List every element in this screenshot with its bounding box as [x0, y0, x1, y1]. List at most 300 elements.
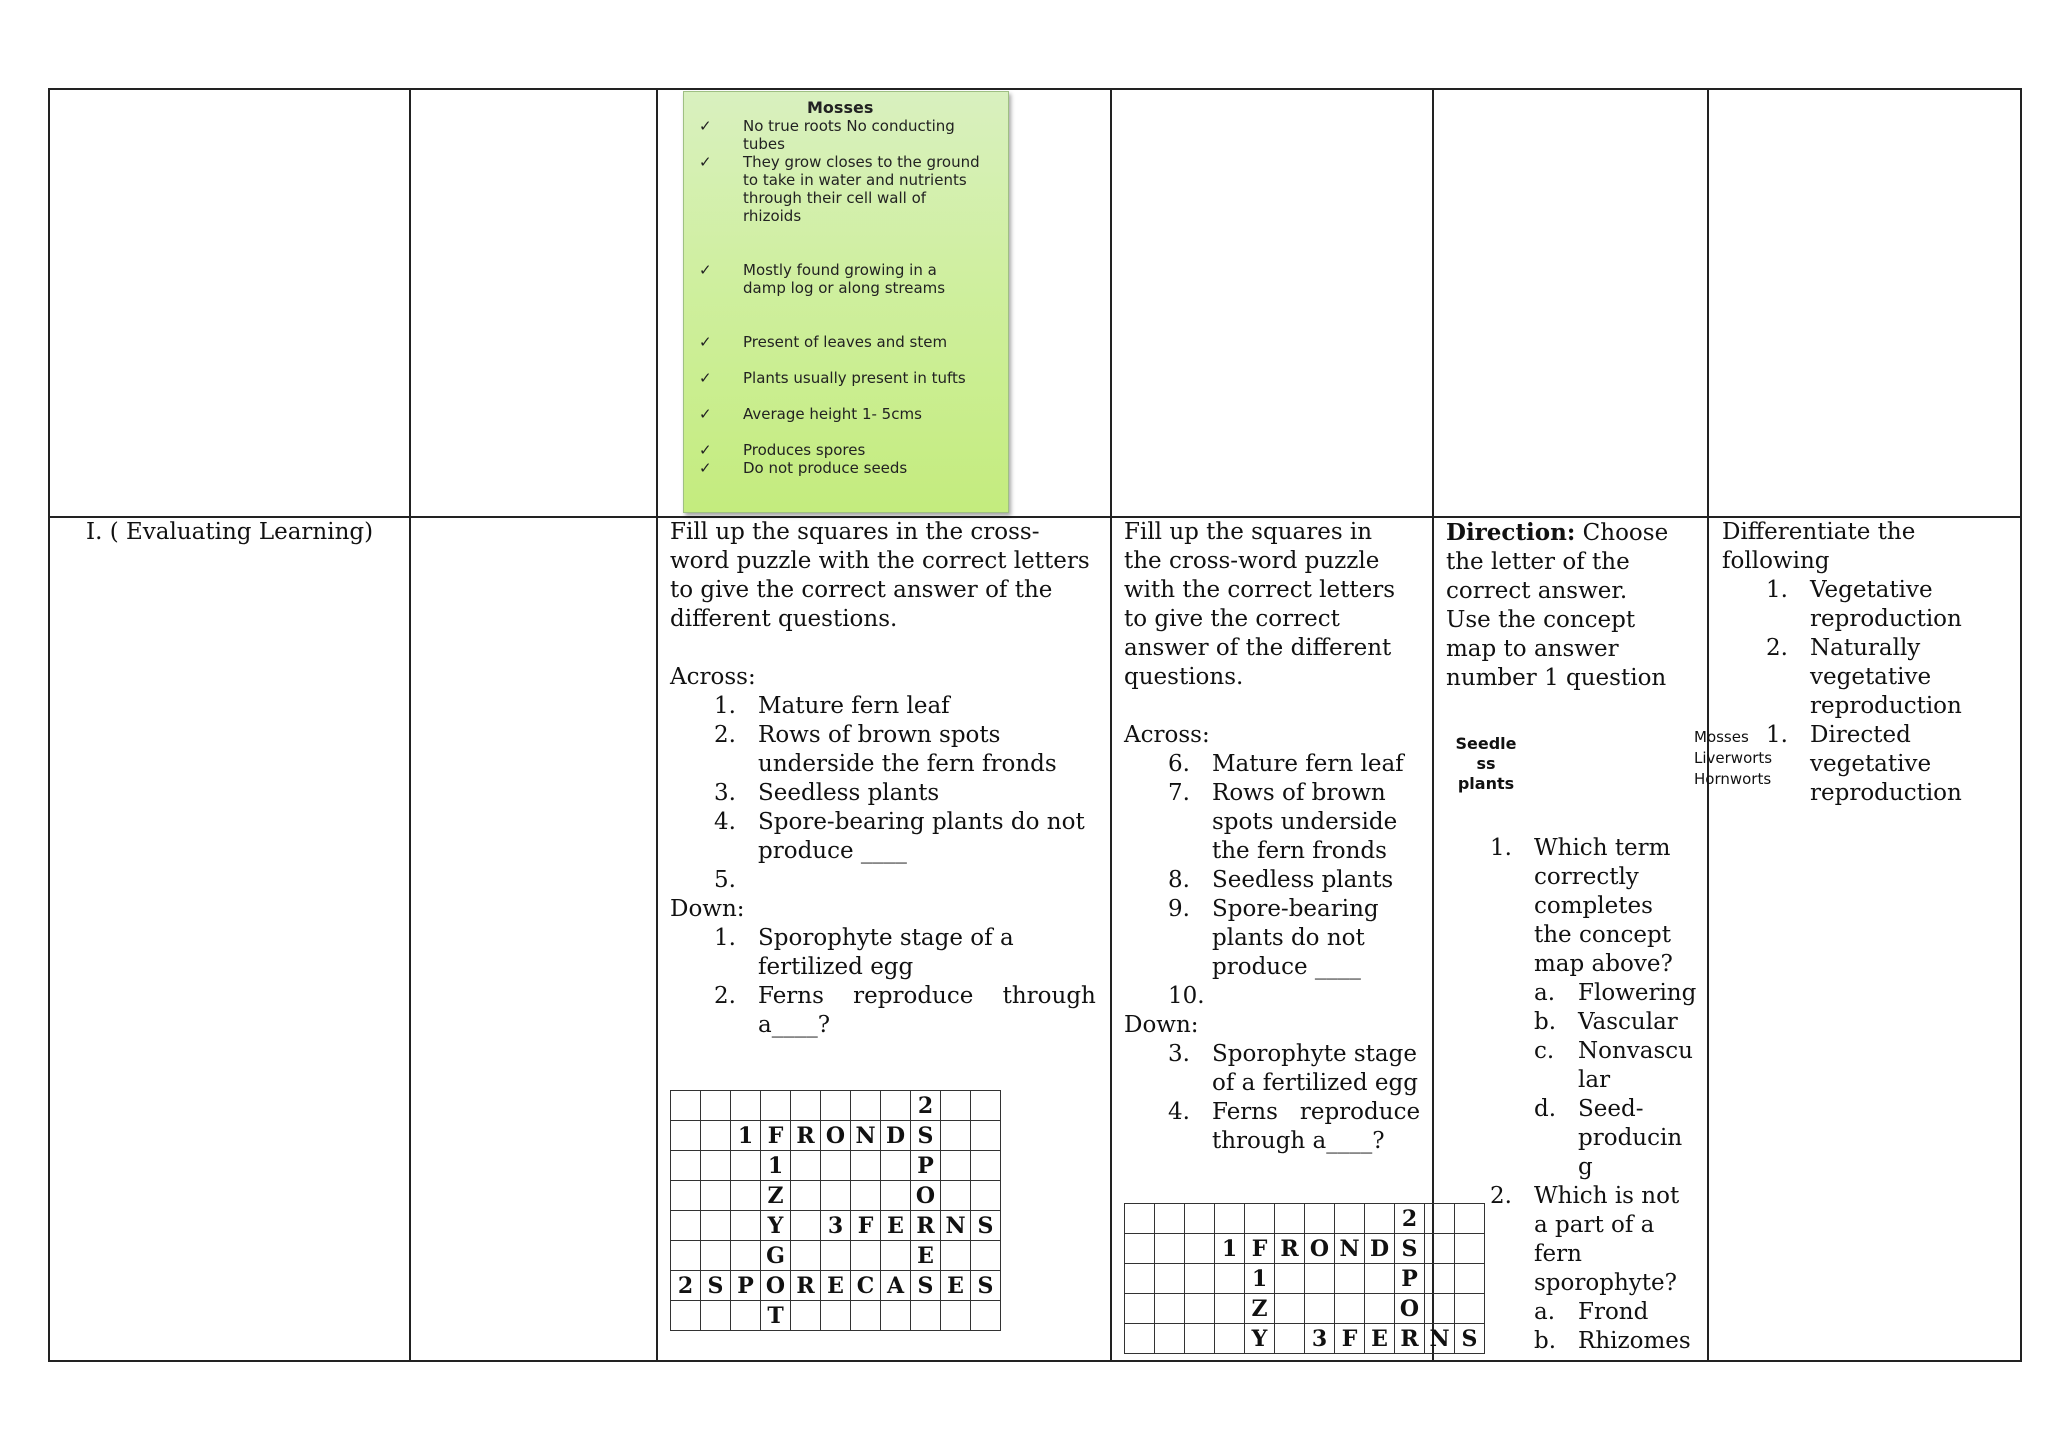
- crossword-cell[interactable]: 3: [821, 1211, 851, 1241]
- concept-map-box-text: ss: [1476, 754, 1496, 773]
- crossword-cell[interactable]: [671, 1241, 701, 1271]
- crossword-cell[interactable]: A: [881, 1271, 911, 1301]
- question-1-option-letter: c.: [1534, 1038, 1555, 1064]
- crossword-cell[interactable]: [881, 1091, 911, 1121]
- col4-down-text: of a fertilized egg: [1212, 1070, 1418, 1096]
- crossword-cell[interactable]: P: [731, 1271, 761, 1301]
- crossword-row: [671, 1181, 1001, 1211]
- moss-item: [699, 333, 983, 351]
- question-2-option-text: Frond: [1578, 1299, 1649, 1325]
- crossword-cell[interactable]: N: [851, 1121, 881, 1151]
- col4-across-number: 9.: [1168, 896, 1190, 922]
- crossword-cell[interactable]: [1125, 1264, 1155, 1294]
- col4-across-text: Mature fern leaf: [1212, 751, 1404, 777]
- crossword-cell[interactable]: G: [761, 1241, 791, 1271]
- col4-down-text: Sporophyte stage: [1212, 1041, 1417, 1067]
- crossword-cell[interactable]: [671, 1301, 701, 1331]
- question-1-text: map above?: [1534, 951, 1673, 977]
- concept-map-label: Liverworts: [1694, 749, 1773, 767]
- crossword-cell[interactable]: Y: [1245, 1324, 1275, 1354]
- crossword-cell[interactable]: [1125, 1324, 1155, 1354]
- crossword-cell[interactable]: [941, 1241, 971, 1271]
- crossword-cell[interactable]: [701, 1151, 731, 1181]
- col4-across-item: [1124, 982, 1424, 1011]
- question-1-text: Which term: [1534, 835, 1671, 861]
- crossword-cell[interactable]: [1125, 1234, 1155, 1264]
- crossword-cell[interactable]: [851, 1301, 881, 1331]
- crossword-cell[interactable]: D: [881, 1121, 911, 1151]
- crossword-row: [671, 1241, 1001, 1271]
- crossword-cell[interactable]: [791, 1301, 821, 1331]
- crossword-cell[interactable]: [1215, 1264, 1245, 1294]
- question-2-option-text: Rhizomes: [1578, 1328, 1691, 1354]
- concept-map-box-text: plants: [1457, 774, 1515, 793]
- col6-list-number: 1.: [1766, 722, 1788, 748]
- col4-across-number: 6.: [1168, 751, 1190, 777]
- col3-across-item: [670, 866, 1100, 895]
- table-col-divider-1: [409, 88, 411, 1362]
- crossword-cell[interactable]: [851, 1151, 881, 1181]
- crossword-cell[interactable]: [731, 1151, 761, 1181]
- crossword-cell[interactable]: [791, 1181, 821, 1211]
- col4-across-label: Across:: [1124, 722, 1210, 748]
- crossword-cell[interactable]: [821, 1151, 851, 1181]
- crossword-cell[interactable]: [671, 1151, 701, 1181]
- col4-down-list: [1124, 1040, 1424, 1156]
- crossword-cell[interactable]: [1155, 1294, 1185, 1324]
- crossword-cell[interactable]: [851, 1181, 881, 1211]
- question-1-number: 1.: [1490, 835, 1512, 861]
- crossword-cell[interactable]: [971, 1301, 1001, 1331]
- col3-across-number: 2.: [714, 722, 736, 748]
- crossword-cell[interactable]: R: [1395, 1324, 1425, 1354]
- crossword-cell[interactable]: [1335, 1294, 1365, 1324]
- moss-item-text: Produces spores: [743, 441, 866, 459]
- question-2: [1446, 1182, 1706, 1356]
- question-2-option-letter: b.: [1534, 1328, 1557, 1354]
- question-1-option-letter: a.: [1534, 980, 1556, 1006]
- question-1-option-text: Flowering: [1578, 980, 1697, 1006]
- col3-across-text: Mature fern leaf: [758, 693, 950, 719]
- crossword-cell[interactable]: 2: [1395, 1204, 1425, 1234]
- col4-intro-line: to give the correct: [1124, 606, 1340, 632]
- question-1-text: completes: [1534, 893, 1653, 919]
- crossword-cell[interactable]: S: [1455, 1324, 1485, 1354]
- crossword-cell[interactable]: [881, 1241, 911, 1271]
- crossword-cell[interactable]: [1185, 1324, 1215, 1354]
- col3-across-text: [758, 866, 1100, 895]
- mosses-info-card: [683, 91, 1009, 513]
- crossword-cell[interactable]: 1: [1245, 1264, 1275, 1294]
- crossword-cell[interactable]: 1: [731, 1121, 761, 1151]
- crossword-cell[interactable]: [941, 1301, 971, 1331]
- col4-across-text: spots underside: [1212, 809, 1398, 835]
- crossword-cell[interactable]: [1305, 1204, 1335, 1234]
- crossword-cell[interactable]: O: [911, 1181, 941, 1211]
- col3-across-item: [670, 721, 1100, 779]
- crossword-cell[interactable]: S: [1395, 1234, 1425, 1264]
- crossword-cell[interactable]: [731, 1241, 761, 1271]
- crossword-cell[interactable]: O: [1395, 1294, 1425, 1324]
- checkmark-icon: ✓: [699, 333, 712, 351]
- col3-down-text: Sporophyte stage of a: [758, 925, 1014, 951]
- col3-down-text: Ferns reproduce through: [758, 983, 1096, 1009]
- crossword-cell[interactable]: [941, 1151, 971, 1181]
- crossword-cell[interactable]: [821, 1181, 851, 1211]
- question-1-option: [1534, 1037, 1706, 1095]
- col4-across-text: [1212, 982, 1424, 1011]
- crossword-cell[interactable]: [971, 1241, 1001, 1271]
- checkmark-icon: ✓: [699, 441, 712, 459]
- crossword-cell[interactable]: E: [881, 1211, 911, 1241]
- col4-across-list: [1124, 750, 1424, 1011]
- col6-list-text: vegetative: [1810, 751, 1932, 777]
- col3-intro-line: word puzzle with the correct letters: [670, 548, 1090, 574]
- row-label-evaluating-learning: I. ( Evaluating Learning): [86, 519, 374, 545]
- crossword-cell[interactable]: [1215, 1294, 1245, 1324]
- table-border-left: [48, 88, 50, 1362]
- table-border-bottom: [48, 1360, 2022, 1362]
- question-2-text: a part of a: [1534, 1212, 1655, 1238]
- col5-direction: [1446, 518, 1701, 693]
- moss-item: [699, 153, 983, 225]
- col4-across-text: plants do not: [1212, 925, 1365, 951]
- col3-across-text: produce ____: [758, 838, 907, 864]
- col6-list-text: vegetative: [1810, 664, 1932, 690]
- moss-item: [699, 261, 983, 297]
- crossword-cell[interactable]: [701, 1211, 731, 1241]
- col3-across-number: 4.: [714, 809, 736, 835]
- table-col-divider-4: [1432, 88, 1434, 1362]
- checkmark-icon: ✓: [699, 405, 712, 423]
- col3-intro: [670, 518, 1100, 634]
- moss-item-text: Present of leaves and stem: [743, 333, 948, 351]
- moss-item: [699, 369, 983, 387]
- col3-down-text: fertilized egg: [758, 954, 914, 980]
- col6-list-text: reproduction: [1810, 780, 1962, 806]
- crossword-cell[interactable]: [731, 1091, 761, 1121]
- col3-down-number: 1.: [714, 925, 736, 951]
- crossword-cell[interactable]: [971, 1091, 1001, 1121]
- crossword-cell[interactable]: [1215, 1204, 1245, 1234]
- question-1-option-letter: d.: [1534, 1096, 1557, 1122]
- col4-down-item: [1124, 1098, 1424, 1156]
- moss-item-text: Average height 1- 5cms: [743, 405, 922, 423]
- checkmark-icon: ✓: [699, 117, 712, 135]
- direction-line: the letter of the: [1446, 549, 1630, 575]
- crossword-cell[interactable]: [791, 1151, 821, 1181]
- crossword-cell[interactable]: [1155, 1264, 1185, 1294]
- question-1-option-text: Seed-: [1578, 1096, 1644, 1122]
- crossword-row: [1125, 1264, 1485, 1294]
- crossword-cell[interactable]: [821, 1301, 851, 1331]
- crossword-cell[interactable]: [731, 1211, 761, 1241]
- crossword-cell[interactable]: F: [851, 1211, 881, 1241]
- crossword-cell[interactable]: [1185, 1234, 1215, 1264]
- crossword-cell[interactable]: 1: [1215, 1234, 1245, 1264]
- crossword-cell[interactable]: [1365, 1204, 1395, 1234]
- col6-list-number: 1.: [1766, 577, 1788, 603]
- col4-down-label: Down:: [1124, 1012, 1199, 1038]
- crossword-cell[interactable]: [1155, 1204, 1185, 1234]
- crossword-cell[interactable]: [701, 1241, 731, 1271]
- crossword-cell[interactable]: 2: [671, 1271, 701, 1301]
- col4-intro-line: answer of the different: [1124, 635, 1392, 661]
- col3-across-label: Across:: [670, 664, 756, 690]
- crossword-cell[interactable]: [971, 1151, 1001, 1181]
- crossword-cell[interactable]: P: [1395, 1264, 1425, 1294]
- crossword-cell[interactable]: [1305, 1264, 1335, 1294]
- crossword-row: [671, 1301, 1001, 1331]
- col6-list-text: Naturally: [1810, 635, 1921, 661]
- col3-intro-line: Fill up the squares in the cross-: [670, 519, 1040, 545]
- col3-across-list: [670, 692, 1100, 895]
- crossword-cell[interactable]: S: [911, 1271, 941, 1301]
- crossword-cell[interactable]: 3: [1305, 1324, 1335, 1354]
- col4-instructions: [1124, 518, 1424, 1156]
- crossword-cell[interactable]: [1185, 1264, 1215, 1294]
- crossword-cell[interactable]: [791, 1211, 821, 1241]
- col6-list-text: Vegetative: [1810, 577, 1933, 603]
- col3-across-text: Spore-bearing plants do not: [758, 809, 1085, 835]
- crossword-cell[interactable]: F: [1335, 1324, 1365, 1354]
- crossword-cell[interactable]: [1335, 1264, 1365, 1294]
- crossword-cell[interactable]: F: [761, 1121, 791, 1151]
- crossword-cell[interactable]: R: [791, 1121, 821, 1151]
- crossword-cell[interactable]: [671, 1091, 701, 1121]
- crossword-cell[interactable]: [881, 1151, 911, 1181]
- table-border-right: [2020, 88, 2022, 1362]
- crossword-cell[interactable]: R: [911, 1211, 941, 1241]
- col3-across-item: [670, 779, 1100, 808]
- crossword-row: [671, 1271, 1001, 1301]
- crossword-cell[interactable]: Z: [1245, 1294, 1275, 1324]
- col3-across-item: [670, 808, 1100, 866]
- crossword-cell[interactable]: [1305, 1294, 1335, 1324]
- crossword-row: [671, 1121, 1001, 1151]
- crossword-cell[interactable]: N: [1335, 1234, 1365, 1264]
- question-1-option: [1534, 1008, 1706, 1037]
- crossword-cell[interactable]: [1365, 1294, 1395, 1324]
- direction-line: number 1 question: [1446, 665, 1667, 691]
- crossword-cell[interactable]: [1275, 1264, 1305, 1294]
- crossword-cell[interactable]: [701, 1121, 731, 1151]
- crossword-cell[interactable]: E: [821, 1271, 851, 1301]
- table-col-divider-3: [1110, 88, 1112, 1362]
- col4-across-text: Seedless plants: [1212, 867, 1394, 893]
- col3-across-number: 5.: [714, 867, 736, 893]
- col6-list-item: [1722, 576, 2012, 634]
- crossword-cell[interactable]: C: [851, 1271, 881, 1301]
- crossword-cell[interactable]: E: [1365, 1324, 1395, 1354]
- crossword-cell[interactable]: [1125, 1204, 1155, 1234]
- crossword-cell[interactable]: [1155, 1324, 1185, 1354]
- crossword-cell[interactable]: O: [1305, 1234, 1335, 1264]
- crossword-cell[interactable]: [971, 1121, 1001, 1151]
- moss-item: [699, 459, 983, 477]
- moss-item: [699, 441, 983, 459]
- moss-item-text: Plants usually present in tufts: [743, 369, 966, 387]
- col4-down-text: through a____?: [1212, 1128, 1385, 1154]
- direction-line: Use the concept: [1446, 607, 1636, 633]
- crossword-cell[interactable]: [1125, 1294, 1155, 1324]
- question-1-option-text: Vascular: [1578, 1009, 1678, 1035]
- crossword-row: [1125, 1294, 1485, 1324]
- crossword-cell[interactable]: [1275, 1204, 1305, 1234]
- crossword-cell[interactable]: [671, 1211, 701, 1241]
- crossword-cell[interactable]: [1275, 1324, 1305, 1354]
- col4-down-number: 3.: [1168, 1041, 1190, 1067]
- col3-across-item: [670, 692, 1100, 721]
- crossword-cell[interactable]: S: [971, 1211, 1001, 1241]
- crossword-cell[interactable]: [731, 1301, 761, 1331]
- col3-down-item: [670, 982, 1100, 1040]
- crossword-cell[interactable]: [851, 1091, 881, 1121]
- crossword-cell[interactable]: [821, 1241, 851, 1271]
- question-1-option-text: g: [1578, 1154, 1593, 1180]
- concept-map-label: Mosses: [1694, 728, 1749, 746]
- crossword-cell[interactable]: [1275, 1294, 1305, 1324]
- crossword-cell[interactable]: [911, 1301, 941, 1331]
- crossword-cell[interactable]: [941, 1121, 971, 1151]
- crossword-cell[interactable]: [761, 1091, 791, 1121]
- crossword-cell[interactable]: [821, 1091, 851, 1121]
- crossword-cell[interactable]: E: [911, 1241, 941, 1271]
- crossword-cell[interactable]: [671, 1121, 701, 1151]
- col6-list-text: reproduction: [1810, 606, 1962, 632]
- crossword-puzzle-1: [670, 1090, 1001, 1331]
- col3-across-text: Rows of brown spots: [758, 722, 1001, 748]
- crossword-cell[interactable]: 2: [911, 1091, 941, 1121]
- crossword-cell[interactable]: [941, 1091, 971, 1121]
- crossword-cell[interactable]: D: [1365, 1234, 1395, 1264]
- col4-intro-line: questions.: [1124, 664, 1244, 690]
- direction-line: map to answer: [1446, 636, 1619, 662]
- checkmark-icon: ✓: [699, 369, 712, 387]
- crossword-cell[interactable]: [1365, 1264, 1395, 1294]
- mosses-card-title: Mosses: [807, 98, 874, 117]
- checkmark-icon: ✓: [699, 459, 712, 477]
- direction-label: Direction:: [1446, 519, 1576, 546]
- question-1-text: correctly: [1534, 864, 1639, 890]
- col3-instructions: [670, 518, 1100, 1040]
- crossword-cell[interactable]: Z: [761, 1181, 791, 1211]
- crossword-cell[interactable]: [701, 1181, 731, 1211]
- col3-down-label: Down:: [670, 896, 745, 922]
- crossword-cell[interactable]: R: [1275, 1234, 1305, 1264]
- concept-map-label: Hornworts: [1694, 770, 1772, 788]
- col4-across-number: 7.: [1168, 780, 1190, 806]
- question-2-option: [1534, 1298, 1706, 1327]
- crossword-puzzle-2: [1124, 1203, 1485, 1354]
- crossword-cell[interactable]: S: [971, 1271, 1001, 1301]
- moss-item-text: They grow closes to the ground to take in water and nutrients through their cell wall of rhizoids: [743, 153, 980, 225]
- crossword-cell[interactable]: [1245, 1204, 1275, 1234]
- crossword-cell[interactable]: N: [1425, 1324, 1455, 1354]
- col4-intro-line: with the correct letters: [1124, 577, 1396, 603]
- col3-down-item: [670, 924, 1100, 982]
- col3-across-number: 1.: [714, 693, 736, 719]
- crossword-cell[interactable]: [1185, 1294, 1215, 1324]
- col4-across-item: [1124, 866, 1424, 895]
- col3-down-list: [670, 924, 1100, 1040]
- crossword-cell[interactable]: 1: [761, 1151, 791, 1181]
- direction-line: correct answer.: [1446, 578, 1628, 604]
- crossword-cell[interactable]: P: [911, 1151, 941, 1181]
- col6-intro-2: following: [1722, 548, 1830, 574]
- crossword-cell[interactable]: [701, 1301, 731, 1331]
- direction-text-start: Choose: [1575, 520, 1669, 546]
- crossword-cell[interactable]: [671, 1181, 701, 1211]
- crossword-cell[interactable]: [851, 1241, 881, 1271]
- crossword-row: [671, 1091, 1001, 1121]
- crossword-cell[interactable]: O: [761, 1271, 791, 1301]
- crossword-cell[interactable]: [1215, 1324, 1245, 1354]
- crossword-cell[interactable]: E: [941, 1271, 971, 1301]
- col6-list-number: 2.: [1766, 635, 1788, 661]
- col3-across-number: 3.: [714, 780, 736, 806]
- col3-intro-line: different questions.: [670, 606, 898, 632]
- col3-across-text: Seedless plants: [758, 780, 940, 806]
- crossword-cell[interactable]: S: [911, 1121, 941, 1151]
- crossword-cell[interactable]: [941, 1181, 971, 1211]
- question-1-option-text: lar: [1578, 1067, 1611, 1093]
- col4-across-text: the fern fronds: [1212, 838, 1387, 864]
- crossword-cell[interactable]: [791, 1241, 821, 1271]
- crossword-cell[interactable]: [1155, 1234, 1185, 1264]
- col3-intro-line: to give the correct answer of the: [670, 577, 1053, 603]
- crossword-cell[interactable]: T: [761, 1301, 791, 1331]
- question-1-option-letter: b.: [1534, 1009, 1557, 1035]
- crossword-cell[interactable]: [1335, 1204, 1365, 1234]
- col3-down-number: 2.: [714, 983, 736, 1009]
- question-1-text: the concept: [1534, 922, 1671, 948]
- concept-map-labels: [1694, 727, 1772, 790]
- crossword-cell[interactable]: [881, 1181, 911, 1211]
- checkmark-icon: ✓: [699, 153, 712, 171]
- concept-map-box-text: Seedle: [1455, 734, 1517, 753]
- moss-item: [699, 405, 983, 423]
- question-2-text: sporophyte?: [1534, 1270, 1677, 1296]
- col4-across-item: [1124, 895, 1424, 982]
- col4-intro-line: Fill up the squares in: [1124, 519, 1373, 545]
- col5-questions: [1446, 834, 1706, 1356]
- crossword-cell[interactable]: Y: [761, 1211, 791, 1241]
- crossword-cell[interactable]: F: [1245, 1234, 1275, 1264]
- crossword-row: [1125, 1324, 1485, 1354]
- col4-down-text: Ferns reproduce: [1212, 1099, 1421, 1125]
- crossword-cell[interactable]: S: [701, 1271, 731, 1301]
- crossword-cell[interactable]: [701, 1091, 731, 1121]
- moss-item-text: Do not produce seeds: [743, 459, 908, 477]
- crossword-cell[interactable]: [791, 1091, 821, 1121]
- col6-list-item: [1722, 634, 2012, 721]
- crossword-cell[interactable]: [881, 1301, 911, 1331]
- col4-across-number: 8.: [1168, 867, 1190, 893]
- table-col-divider-5: [1707, 88, 1709, 1362]
- crossword-cell[interactable]: [971, 1181, 1001, 1211]
- crossword-cell[interactable]: O: [821, 1121, 851, 1151]
- col4-across-text: Rows of brown: [1212, 780, 1386, 806]
- crossword-cell[interactable]: [1185, 1204, 1215, 1234]
- col3-across-text: underside the fern fronds: [758, 751, 1057, 777]
- crossword-cell[interactable]: N: [941, 1211, 971, 1241]
- col4-across-text: produce ____: [1212, 954, 1361, 980]
- crossword-row: [1125, 1204, 1485, 1234]
- crossword-cell[interactable]: R: [791, 1271, 821, 1301]
- moss-item-text: No true roots No conducting tubes: [743, 117, 955, 153]
- crossword-cell[interactable]: [731, 1181, 761, 1211]
